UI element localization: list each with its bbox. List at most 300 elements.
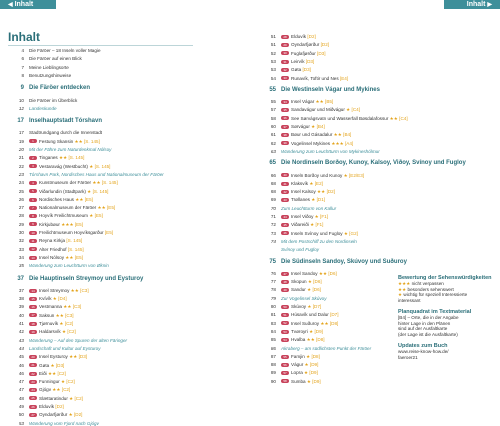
sight-number-badge: 47 — [281, 272, 289, 276]
sight-number-badge: 37 — [281, 125, 289, 129]
toc-entry-title: Insel Sandoy — [291, 270, 318, 276]
page-title: Inhalt — [8, 30, 40, 44]
sight-number-badge: 39 — [281, 141, 289, 145]
toc-entry[interactable] — [8, 412, 82, 417]
rating-and-grid-ref: ★ [E2] — [308, 180, 323, 186]
toc-entry-title: Reyna Kirkja — [39, 238, 66, 244]
toc-entry[interactable] — [260, 279, 322, 284]
toc-entry-title: Wanderung zum Leuchtturm von Øknin — [29, 263, 109, 269]
toc-entry-title: Die Färöer – 18 Inseln voller Magie — [29, 48, 101, 53]
rating-and-grid-ref: ★★ [S. 145] — [57, 155, 85, 161]
rating-and-grid-ref: ★ [G2] — [342, 230, 358, 236]
toc-entry-title: See Sørvágsvatn und Wasserfall Bøsdalafossur — [291, 115, 389, 121]
rating-and-grid-ref: [D3] — [301, 67, 311, 73]
sight-number-badge: 29 — [281, 43, 289, 47]
toc-entry[interactable] — [8, 396, 83, 401]
toc-entry-title: Viðarlundin (Stadtpark) — [39, 188, 86, 194]
toc-entry[interactable] — [260, 67, 311, 72]
plan-line: hinter Lage in den Plänen — [398, 320, 451, 326]
toc-entry-title: Insel Streymoy — [39, 287, 70, 293]
toc-entry-title: Tórshavn Park, Nordisches Haus und Nationalmuseum der Färöer — [29, 171, 164, 177]
toc-entry[interactable] — [260, 222, 323, 227]
sight-number-badge: 26 — [29, 405, 37, 409]
sight-number-badge: 15 — [29, 297, 37, 301]
toc-entry[interactable] — [260, 189, 335, 194]
toc-entry-title: Elduvík — [39, 404, 55, 409]
toc-entry-title: Vogelinsel Mykines — [291, 140, 331, 146]
rating-and-grid-ref: ★★ [D2] — [315, 189, 335, 195]
page-number: 85 — [270, 337, 276, 343]
back-arrow-icon[interactable]: ◀ — [8, 2, 13, 8]
sight-number-badge: 35 — [281, 108, 289, 112]
toc-entry-title: Gjógv — [39, 387, 52, 393]
page-number: 29 — [18, 221, 24, 227]
sight-number-badge: 19 — [29, 330, 37, 334]
toc-entry[interactable] — [8, 147, 111, 152]
toc-entry[interactable] — [8, 371, 66, 376]
sight-number-badge: 10 — [29, 231, 37, 235]
toc-section[interactable] — [260, 88, 380, 93]
toc-entry[interactable] — [8, 48, 101, 53]
page-number: 87 — [270, 353, 276, 359]
toc-entry[interactable] — [8, 313, 74, 318]
page-number: 43 — [18, 337, 24, 343]
rating-and-grid-ref: ★★ [S. 145] — [91, 180, 118, 186]
toc-entry[interactable] — [8, 197, 93, 202]
toc-section[interactable] — [8, 86, 90, 91]
page-number: 68 — [270, 180, 276, 186]
toc-entry[interactable] — [8, 172, 164, 177]
page-number: 78 — [270, 287, 276, 293]
page-number: 72 — [270, 222, 276, 228]
header-right-tab[interactable] — [444, 0, 500, 9]
toc-entry[interactable] — [8, 346, 101, 351]
toc-entry[interactable] — [260, 312, 339, 317]
toc-entry-title: Oyndarfjørður — [291, 42, 320, 48]
toc-entry[interactable] — [8, 65, 69, 70]
page-number: 68 — [270, 189, 276, 195]
page-number: 46 — [18, 362, 24, 368]
toc-entry-title: Fuglafjørður — [291, 50, 316, 56]
page-number: 17 — [18, 130, 24, 136]
sight-number-badge: 17 — [29, 313, 37, 317]
header-right-label: Inhalt — [466, 1, 486, 8]
toc-entry-title: Vestmanna — [39, 304, 62, 310]
rating-and-grid-ref: [D3] — [315, 50, 326, 56]
toc-entry[interactable] — [260, 287, 321, 292]
page-number: 79 — [270, 295, 276, 301]
sight-number-badge: 27 — [29, 413, 37, 417]
star-icon: ★ — [398, 292, 403, 297]
toc-entry[interactable] — [8, 56, 82, 61]
toc-entry-title: Meine Lieblingsorte — [29, 64, 69, 70]
toc-entry-title: Lopra — [291, 370, 303, 376]
page-number: 53 — [18, 420, 24, 426]
toc-entry-title: Oyndarfjørður — [39, 412, 68, 418]
page-number: 10 — [18, 97, 24, 103]
toc-entry[interactable] — [8, 421, 99, 426]
rating-and-grid-ref: ★ [C2] — [58, 321, 74, 326]
toc-entry[interactable] — [8, 130, 102, 135]
toc-entry-title: Trøllanes — [291, 197, 310, 203]
rating-label: nicht verpassen — [410, 281, 444, 286]
page-number: 80 — [270, 304, 276, 309]
sight-number-badge: 42 — [281, 190, 289, 194]
toc-entry-title: Insel Nólsoy — [39, 254, 65, 260]
page-number: 47 — [18, 387, 24, 393]
rating-and-grid-ref: [E5] — [103, 230, 114, 235]
toc-entry-title: Nordisches Haus — [39, 196, 74, 202]
sight-number-badge: 54 — [281, 338, 289, 342]
page-number: 63 — [270, 148, 276, 154]
page-number: 73 — [270, 230, 276, 236]
toc-entry[interactable] — [260, 296, 327, 301]
toc-entry[interactable] — [260, 42, 329, 47]
update-line[interactable]: www.reise-know-how.de/ — [398, 349, 449, 354]
page-number: 34 — [18, 254, 24, 260]
toc-entry[interactable] — [8, 213, 103, 218]
toc-entry[interactable] — [8, 164, 110, 169]
toc-entry-title: Runavík, Toftir und Nes — [291, 75, 339, 81]
toc-entry[interactable] — [8, 379, 75, 384]
rating-and-grid-ref: ★ [D3] — [49, 362, 65, 368]
toc-entry-title: Landeskunde — [29, 105, 57, 111]
page-number: 69 — [270, 197, 276, 203]
sight-number-badge: 1 — [29, 139, 37, 143]
page-number: 35 — [18, 263, 24, 269]
toc-entry-title: Saksun — [39, 312, 55, 318]
rating-and-grid-ref: [S. 145] — [65, 238, 83, 244]
toc-entry-title: Sandavágur und Miðvágur — [291, 107, 345, 113]
toc-entry-title: Inselhauptstadt Tórshavn — [29, 118, 103, 125]
rating-and-grid-ref: ★ [D9] — [305, 378, 321, 384]
rating-and-grid-ref: ★ [D6] — [305, 287, 321, 293]
sight-number-badge: 52 — [281, 321, 289, 325]
sight-number-badge: 33 — [281, 76, 289, 80]
update-line[interactable]: faeroer21 — [398, 354, 418, 360]
toc-entry[interactable] — [8, 98, 77, 103]
toc-entry-title: Elduvík — [291, 34, 307, 39]
rating-title: Bewertung der Sehenswürdigkeiten — [398, 275, 492, 281]
toc-section[interactable] — [8, 119, 102, 124]
sight-number-badge: 7 — [29, 206, 37, 210]
toc-entry[interactable] — [260, 59, 314, 64]
toc-entry-title: Funningur — [39, 379, 60, 385]
sight-number-badge: 21 — [29, 363, 37, 367]
toc-entry[interactable] — [8, 321, 73, 326]
toc-entry-title: Stadtrundgang durch die Innenstadt — [29, 130, 103, 136]
page-number: 9 — [20, 85, 24, 92]
toc-entry[interactable] — [260, 149, 380, 154]
toc-entry-title: Kirkjubøur — [39, 221, 60, 227]
page-number: 39 — [18, 304, 24, 310]
toc-entry[interactable] — [260, 116, 408, 121]
page-number: 86 — [270, 345, 276, 351]
page-number: 24 — [18, 180, 24, 186]
page-number: 55 — [269, 86, 276, 93]
rating-and-grid-ref: ★ [F1] — [308, 222, 324, 228]
toc-entry[interactable] — [8, 263, 109, 268]
page-number: 89 — [270, 370, 276, 376]
rating-and-grid-ref: ★ [D1] — [309, 197, 326, 203]
toc-entry-title: Benutzungshinweise — [29, 72, 72, 78]
rating-and-grid-ref: ★ [C2] — [67, 395, 83, 401]
toc-entry[interactable] — [260, 197, 325, 202]
page-number: 51 — [270, 34, 276, 39]
toc-entry[interactable] — [8, 189, 108, 194]
toc-entry[interactable] — [260, 173, 364, 178]
page-number: 52 — [270, 50, 276, 56]
page-number: 70 — [270, 205, 276, 211]
toc-entry[interactable] — [260, 321, 338, 326]
rating-and-grid-ref: ★★ [E5] — [73, 196, 93, 202]
forward-arrow-icon[interactable]: ▶ — [487, 2, 492, 8]
toc-entry[interactable] — [260, 132, 351, 137]
rating-and-grid-ref: [S. 145] — [66, 246, 84, 252]
sight-number-badge: 48 — [281, 280, 289, 284]
sight-number-badge: 34 — [281, 100, 289, 104]
toc-entry[interactable] — [8, 338, 127, 343]
page-number: 84 — [270, 328, 276, 334]
rating-and-grid-ref: ★ [D9] — [302, 370, 318, 376]
toc-entry-title: Skopun — [291, 279, 307, 285]
plan-line: sind auf der Ausfaltkarte — [398, 326, 448, 331]
sight-number-badge: 58 — [281, 379, 289, 383]
rating-and-grid-ref: ★ [B4] — [309, 124, 325, 129]
toc-entry-title: Insel Viðoy — [291, 214, 314, 219]
rating-and-grid-ref: [E4] — [338, 75, 349, 81]
sight-number-badge: 31 — [281, 60, 289, 64]
toc-entry-title: Sumba — [291, 378, 306, 384]
sight-number-badge: 41 — [281, 182, 289, 186]
toc-entry[interactable] — [260, 379, 321, 384]
sight-number-badge: 20 — [29, 355, 37, 359]
page-number: 90 — [270, 378, 276, 384]
toc-entry[interactable] — [8, 329, 76, 334]
toc-entry[interactable] — [8, 387, 70, 392]
toc-entry-title: Tvøroyri — [291, 328, 308, 334]
toc-entry-title: Insel Eysturoy — [39, 354, 68, 360]
toc-entry[interactable] — [260, 99, 333, 104]
rating-and-grid-ref: ★ [E2/E3] — [342, 172, 365, 178]
page-number: 47 — [18, 379, 24, 385]
toc-entry-title: Die Westinseln Vágar und Mykines — [281, 86, 380, 93]
toc-entry[interactable] — [260, 271, 337, 276]
rating-and-grid-ref: ★ [D2] — [67, 412, 83, 418]
toc-section[interactable] — [260, 260, 407, 265]
page-number: 26 — [18, 196, 24, 202]
toc-entry-title: Alter Friedhof — [39, 246, 67, 252]
toc-entry[interactable] — [260, 346, 371, 351]
page-number: 53 — [270, 58, 276, 64]
toc-entry[interactable] — [8, 296, 67, 301]
sight-number-badge: 32 — [281, 68, 289, 72]
toc-entry-title: Húsavík und Dalur — [291, 312, 329, 318]
sight-number-badge: 13 — [29, 256, 37, 260]
toc-entry[interactable] — [260, 354, 320, 359]
toc-entry[interactable] — [260, 124, 325, 129]
toc-entry-title: Sørvágur — [291, 124, 310, 129]
toc-entry-title: Vágur — [291, 362, 304, 368]
page-number: 46 — [18, 370, 24, 376]
toc-entry[interactable] — [260, 231, 358, 236]
toc-entry[interactable] — [260, 362, 318, 367]
toc-entry-title: Nationalmuseum der Färöer — [39, 205, 97, 211]
toc-entry-title: Zur Vogelinsel Skúvoy — [281, 295, 327, 301]
toc-entry[interactable] — [8, 304, 81, 309]
toc-entry-title: Mit der Fähre zum Naturdenkmal Nólsoy — [29, 147, 112, 152]
page-number: 83 — [270, 320, 276, 326]
toc-entry[interactable] — [260, 181, 323, 186]
page-number: 37 — [17, 275, 24, 282]
toc-entry[interactable] — [260, 337, 325, 342]
sight-number-badge: 49 — [281, 288, 289, 292]
toc-entry[interactable] — [8, 139, 100, 144]
toc-entry[interactable] — [8, 230, 113, 235]
update-title: Updates zum Buch — [398, 343, 448, 349]
page-number: 25 — [18, 188, 24, 194]
toc-entry[interactable] — [260, 76, 348, 81]
toc-entry[interactable] — [8, 288, 89, 293]
toc-entry[interactable] — [8, 404, 64, 409]
page-number: 20 — [18, 147, 24, 152]
rating-and-grid-ref: ★★ [C2] — [51, 387, 71, 393]
page-number: 55 — [270, 99, 276, 105]
toc-entry[interactable] — [260, 247, 319, 252]
toc-entry[interactable] — [260, 34, 316, 39]
sight-number-badge: 22 — [29, 372, 37, 376]
toc-entry[interactable] — [260, 214, 328, 219]
toc-entry[interactable] — [8, 238, 82, 243]
page-number: 41 — [18, 321, 24, 326]
toc-entry-title: Slættaratindur — [39, 395, 68, 401]
toc-entry[interactable] — [8, 205, 115, 210]
toc-entry[interactable] — [8, 180, 118, 185]
toc-entry-title: Kunstmuseum der Färöer — [39, 180, 92, 186]
rating-and-grid-ref: [D2] — [54, 404, 64, 409]
toc-entry-title: Leirvík — [291, 58, 305, 64]
toc-entry[interactable] — [260, 329, 323, 334]
sight-number-badge: 44 — [281, 215, 289, 219]
rating-and-grid-ref: ★★ [C4] — [388, 115, 408, 121]
header-left-label: Inhalt — [14, 1, 34, 8]
toc-entry[interactable] — [8, 155, 84, 160]
rating-and-grid-ref: ★★ [C3] — [69, 287, 89, 293]
page-number: 62 — [270, 140, 276, 146]
sight-number-badge: 50 — [281, 305, 289, 309]
page-number: 44 — [18, 345, 24, 351]
toc-entry-title: Landschaft und Kultur auf Eysturoy — [29, 345, 101, 351]
toc-entry[interactable] — [8, 255, 83, 260]
sight-number-badge: 16 — [29, 305, 37, 309]
page-number: 51 — [270, 42, 276, 48]
toc-section[interactable] — [8, 277, 143, 282]
star-icon: ★★★ — [398, 281, 411, 286]
rating-and-grid-ref: ★ [D9] — [303, 362, 319, 368]
toc-entry-title: Inseln Borðoy und Kunoy — [291, 172, 343, 178]
toc-entry[interactable] — [8, 354, 87, 359]
toc-entry[interactable] — [8, 363, 64, 368]
sight-number-badge: 11 — [29, 239, 37, 243]
sight-number-badge: 25 — [29, 396, 37, 400]
toc-entry-title: Gøta — [39, 362, 50, 368]
toc-entry[interactable] — [260, 304, 321, 309]
rating-and-grid-ref: ★ [D4] — [51, 296, 67, 302]
toc-entry-title: Wanderung vom Fjord nach Gjógv — [29, 420, 99, 426]
toc-entry[interactable] — [260, 107, 360, 112]
toc-entry-title: Gøta — [291, 67, 302, 73]
sight-number-badge: 57 — [281, 371, 289, 375]
plan-text — [398, 315, 492, 337]
toc-entry[interactable] — [260, 141, 353, 146]
toc-entry[interactable] — [8, 106, 57, 111]
page-number: 8 — [21, 72, 24, 78]
sight-number-badge: 38 — [281, 133, 289, 137]
rating-and-grid-ref: ★ [C4] — [344, 107, 360, 113]
rating-and-grid-ref: ★★ [S. 145] — [73, 138, 100, 144]
rating-and-grid-ref: ★★ [E5] — [96, 205, 116, 211]
page-number: 61 — [270, 132, 276, 138]
toc-entry[interactable] — [8, 247, 84, 252]
page-number: 66 — [270, 172, 276, 178]
toc-entry-title: Viðareiði — [291, 222, 309, 228]
rating-and-grid-ref: ★ [D8] — [304, 353, 320, 359]
page-number: 74 — [270, 238, 276, 244]
toc-entry[interactable] — [8, 73, 71, 78]
toc-entry[interactable] — [8, 222, 83, 227]
toc-entry-title: Klaksvík — [291, 180, 309, 186]
page-number: 88 — [270, 362, 276, 368]
rating-and-grid-ref: ★ [S. 145] — [85, 188, 109, 194]
rating-and-grid-ref: ★★ [C3] — [54, 312, 74, 318]
rating-and-grid-ref: [D3] — [304, 58, 315, 64]
sight-number-badge: 28 — [281, 35, 289, 39]
rating-and-grid-ref: ★★★ [E5] — [59, 221, 84, 227]
rating-label: besonders sehenswert — [406, 286, 454, 292]
toc-entry-title: Famjin — [291, 353, 305, 359]
header-left-tab[interactable] — [0, 0, 56, 9]
page-number: 76 — [270, 270, 276, 276]
rating-and-grid-ref: ★★ [D6] — [317, 270, 337, 276]
sight-number-badge: 5 — [29, 189, 37, 193]
sight-number-badge: 40 — [281, 173, 289, 177]
toc-entry[interactable] — [260, 370, 318, 375]
page-number: 6 — [21, 56, 24, 62]
toc-entry[interactable] — [260, 239, 357, 244]
rating-and-grid-ref: ★★ [D8] — [305, 337, 325, 343]
page-number: 71 — [270, 214, 276, 219]
rating-and-grid-ref: ★★★ [A4] — [330, 140, 354, 146]
sight-number-badge: 55 — [281, 355, 289, 359]
toc-section[interactable] — [260, 161, 466, 166]
page-number: 60 — [270, 124, 276, 129]
plan-line: [B4] – Orte, die in der Angabe — [398, 315, 459, 320]
toc-entry[interactable] — [260, 51, 325, 56]
sidebar-legend — [398, 275, 492, 360]
page-number: 40 — [18, 312, 24, 318]
toc-entry[interactable] — [260, 206, 336, 211]
toc-entry-title: Hvalba — [291, 337, 306, 343]
page-number: 48 — [18, 395, 24, 401]
rating-and-grid-ref: ★ [S. 145] — [87, 163, 111, 169]
toc-entry-title: Die Färöer auf einen Blick — [29, 56, 82, 62]
toc-entry-title: Insel Suðuroy — [291, 320, 320, 326]
toc-entry-title: Die Hauptinseln Streymoy und Eysturoy — [29, 275, 144, 282]
sight-number-badge: 53 — [281, 330, 289, 334]
page-number: 77 — [270, 279, 276, 285]
page-number: 45 — [18, 354, 24, 360]
sight-number-badge: 14 — [29, 289, 37, 293]
